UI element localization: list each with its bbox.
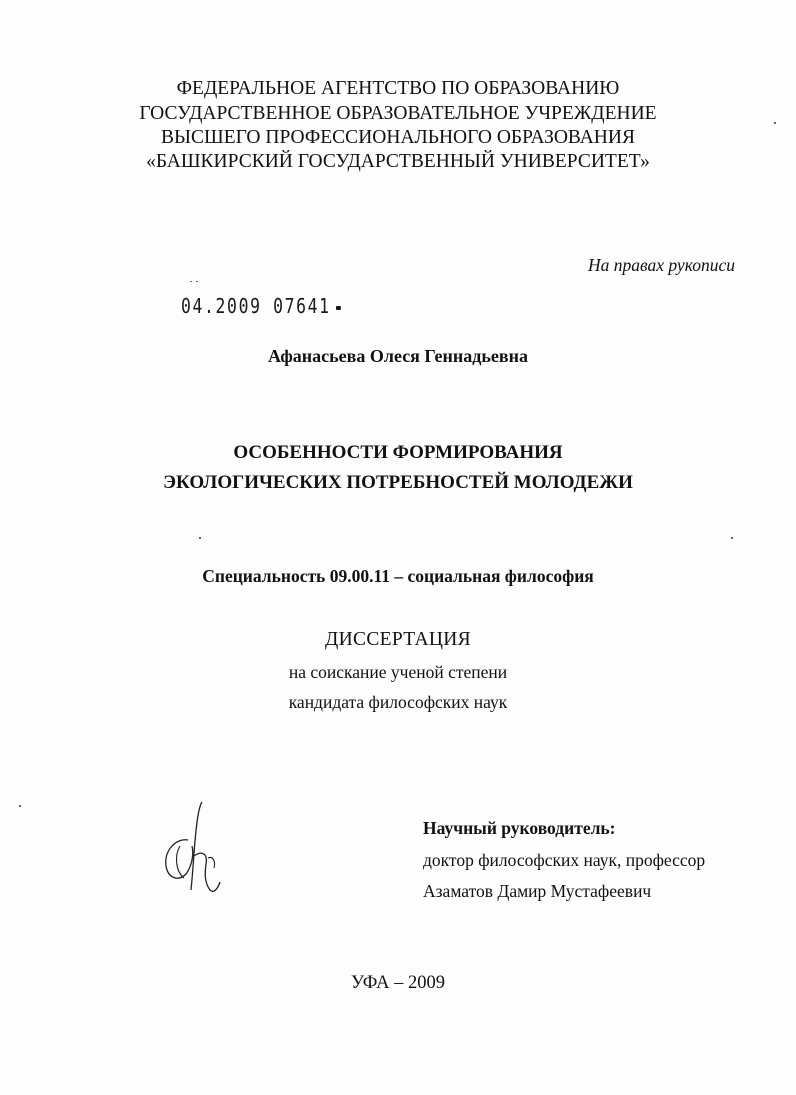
author-name: Афанасьева Олеся Геннадьевна — [268, 346, 528, 366]
dissertation-label: ДИССЕРТАЦИЯ — [325, 629, 471, 650]
header-line-1: ФЕДЕРАЛЬНОЕ АГЕНТСТВО ПО ОБРАЗОВАНИЮ — [176, 78, 620, 99]
title-line-1: ОСОБЕННОСТИ ФОРМИРОВАНИЯ — [233, 442, 563, 463]
scan-speck — [199, 537, 201, 539]
signature-icon — [158, 798, 228, 898]
supervisor-name: Азаматов Дамир Мустафеевич — [423, 881, 652, 901]
scan-speck — [774, 122, 776, 124]
manuscript-note: На правах рукописи — [588, 255, 735, 275]
registration-number — [181, 294, 341, 318]
header-line-4: «БАШКИРСКИЙ ГОСУДАРСТВЕННЫЙ УНИВЕРСИТЕТ» — [146, 151, 650, 172]
dissertation-degree-line-2: кандидата философских наук — [288, 692, 508, 712]
title-line-2: ЭКОЛОГИЧЕСКИХ ПОТРЕБНОСТЕЙ МОЛОДЕЖИ — [163, 472, 633, 493]
specialty-line: Специальность 09.00.11 – социальная философия — [202, 566, 594, 586]
scan-speck — [19, 805, 21, 807]
supervisor-degree: доктор философских наук, профессор — [423, 850, 706, 870]
scan-speck — [196, 281, 198, 282]
registration-number-text: 04.2009 07641 — [181, 294, 331, 318]
dissertation-degree-line-1: на соискание ученой степени — [288, 662, 508, 682]
registration-mark-icon — [336, 306, 341, 310]
scan-speck — [190, 281, 192, 282]
city-year: УФА – 2009 — [350, 973, 446, 993]
scan-speck — [731, 537, 733, 539]
supervisor-label: Научный руководитель: — [423, 818, 616, 838]
header-line-2: ГОСУДАРСТВЕННОЕ ОБРАЗОВАТЕЛЬНОЕ УЧРЕЖДЕНИЕ — [139, 103, 657, 124]
header-line-3: ВЫСШЕГО ПРОФЕССИОНАЛЬНОГО ОБРАЗОВАНИЯ — [161, 127, 635, 148]
